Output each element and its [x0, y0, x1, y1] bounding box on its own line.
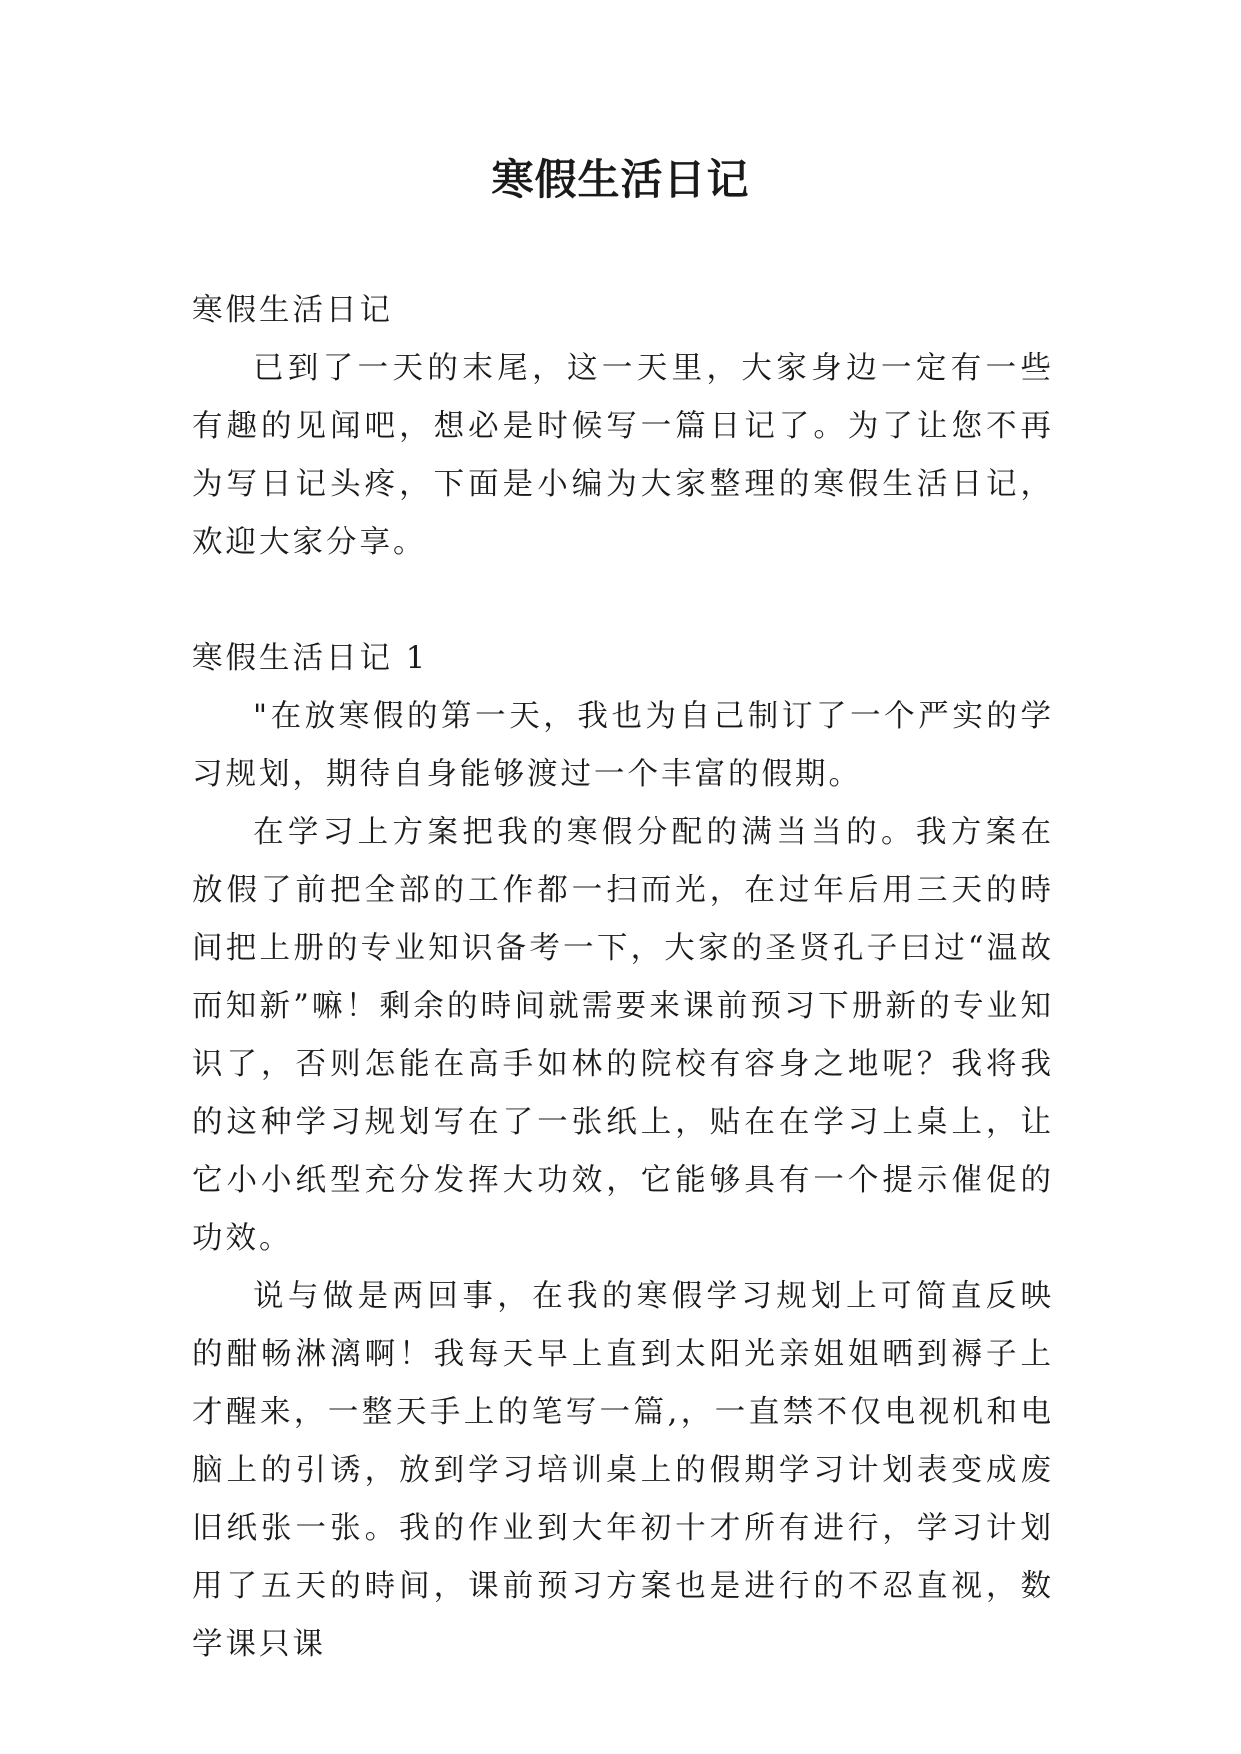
section-spacer	[192, 572, 1054, 630]
intro-heading: 寒假生活日记	[192, 293, 393, 328]
document-title: 寒假生活日记	[491, 155, 750, 204]
document-body	[192, 282, 1054, 1674]
entry-paragraph: "在放寒假的第一天，我也为自己制订了一个严实的学习规划，期待自身能够渡过一个丰富的假期。	[192, 699, 1054, 792]
entry-paragraph: 说与做是两回事，在我的寒假学习规划上可简直反映的酣畅淋漓啊！我每天早上直到太阳光亲姐姐晒到褥子上才醒来，一整天手上的笔写一篇,，一直禁不仅电视机和电脑上的引诱，放到学习培训桌上的假期学习计划表变成废旧纸张一张。我的作业到大年初十才所有进行，学习计划用了五天的時间，课前预习方案也是进行的不忍直视，数学课只课	[192, 1279, 1054, 1662]
intro-paragraph: 已到了一天的末尾，这一天里，大家身边一定有一些有趣的见闻吧，想必是时候写一篇日记了。为了让您不再为写日记头疼，下面是小编为大家整理的寒假生活日记，欢迎大家分享。	[192, 351, 1054, 560]
entry-heading: 寒假生活日记 1	[192, 641, 429, 676]
entry-paragraph: 在学习上方案把我的寒假分配的满当当的。我方案在放假了前把全部的工作都一扫而光，在过年后用三天的時间把上册的专业知识备考一下，大家的圣贤孔子曰过“温故而知新”嘛！剩余的時间就需要来课前预习下册新的专业知识了，否则怎能在高手如林的院校有容身之地呢？我将我的这种学习规划写在了一张纸上，贴在在学习上桌上，让它小小纸型充分发挥大功效，它能够具有一个提示催促的功效。	[192, 815, 1054, 1256]
